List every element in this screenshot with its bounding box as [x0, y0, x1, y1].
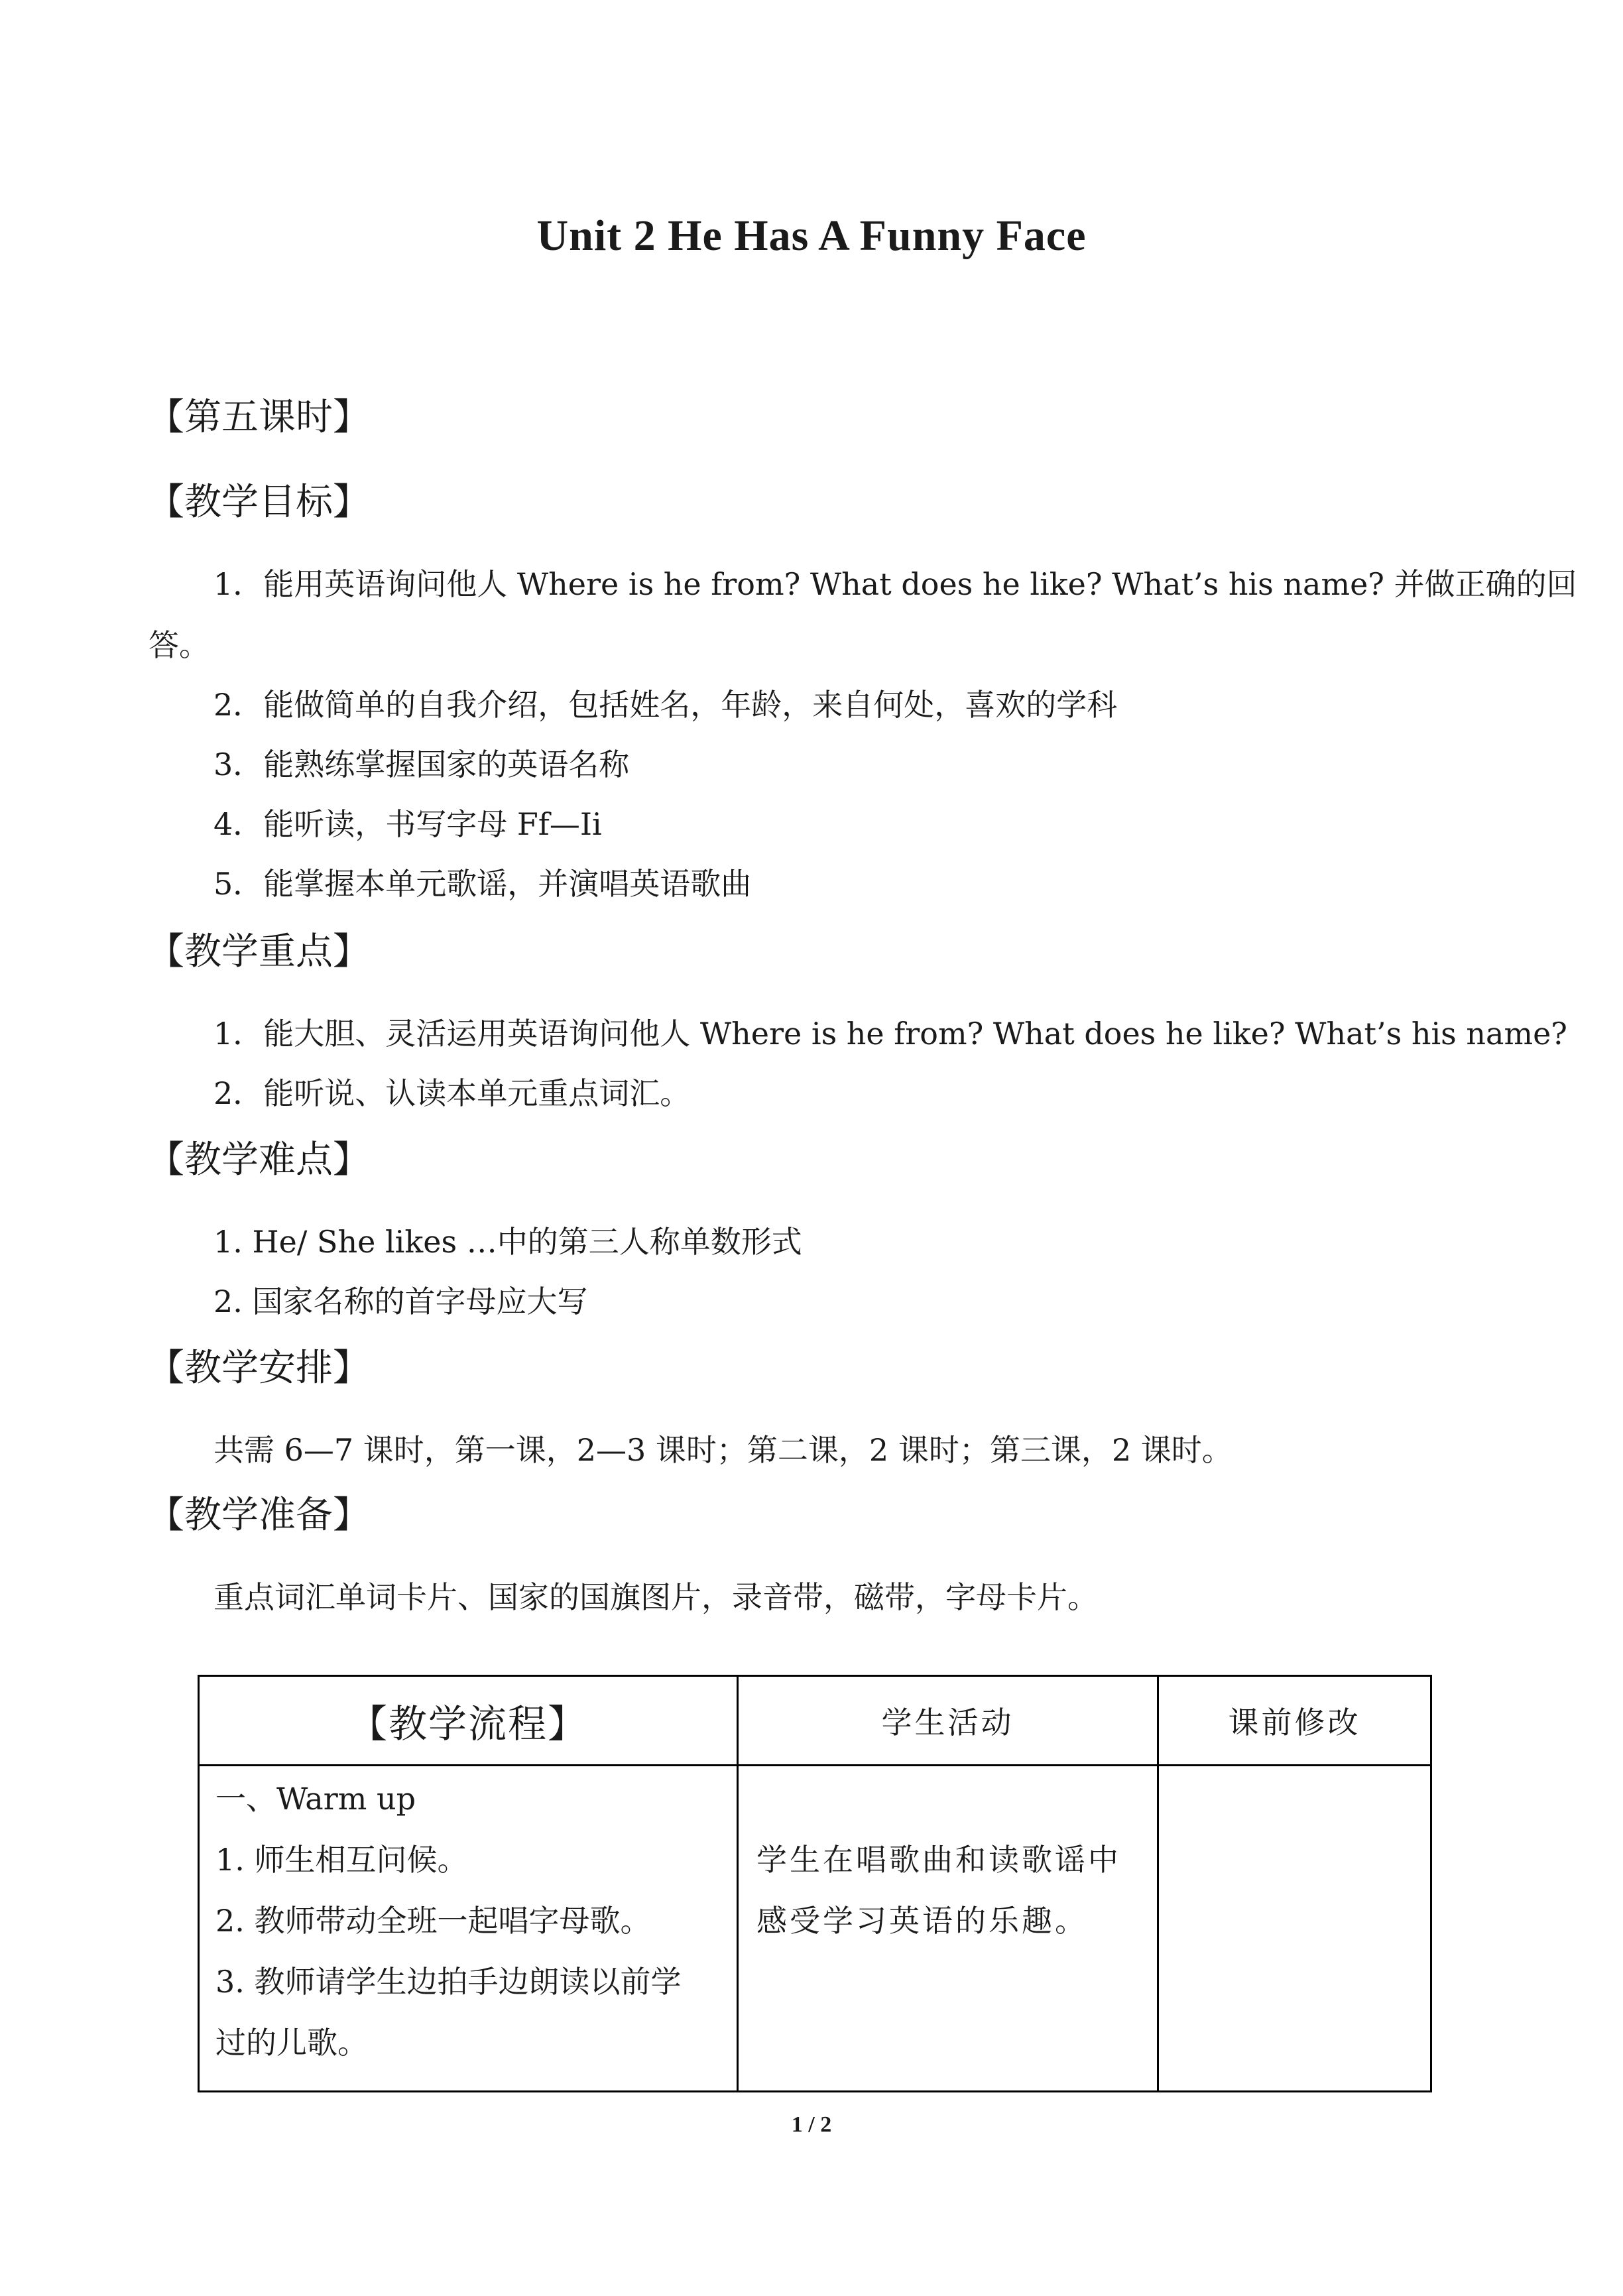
- objective-item: 1．能用英语询问他人 Where is he from? What does he like? What’s his name? 并做正确的回: [213, 566, 1577, 602]
- key-points-heading: 【教学重点】: [147, 930, 370, 973]
- difficulties-heading: 【教学难点】: [147, 1138, 370, 1181]
- header-student-activity: 学生活动: [881, 1705, 1014, 1740]
- page-number: 1 / 2: [791, 2112, 832, 2137]
- student-activity-text: 感受学习英语的乐趣。: [756, 1903, 1088, 1939]
- student-activity-text: 学生在唱歌曲和读歌谣中: [756, 1842, 1121, 1878]
- objectives-heading: 【教学目标】: [147, 481, 370, 524]
- process-step: 2. 教师带动全班一起唱字母歌。: [215, 1903, 651, 1939]
- objective-item-continued: 答。: [149, 627, 210, 663]
- difficulty-item: 1. He/ She likes …中的第三人称单数形式: [213, 1224, 802, 1260]
- process-step: 1. 师生相互问候。: [215, 1842, 468, 1878]
- preparation-text: 重点词汇单词卡片、国家的国旗图片，录音带，磁带，字母卡片。: [213, 1579, 1098, 1615]
- header-revision: 课前修改: [1228, 1705, 1361, 1740]
- process-step: 3. 教师请学生边拍手边朗读以前学: [215, 1964, 682, 2000]
- difficulty-item: 2. 国家名称的首字母应大写: [213, 1284, 588, 1319]
- preparation-heading: 【教学准备】: [147, 1494, 370, 1537]
- objective-item: 3．能熟练掌握国家的英语名称: [213, 747, 630, 782]
- period-heading: 【第五课时】: [147, 396, 370, 439]
- objective-item: 5．能掌握本单元歌谣，并演唱英语歌曲: [213, 866, 752, 902]
- process-step: 一、Warm up: [215, 1781, 416, 1817]
- key-point-item: 2．能听说、认读本单元重点词汇。: [213, 1075, 691, 1111]
- lesson-process-table: [198, 1675, 1432, 2092]
- document-title: Unit 2 He Has A Funny Face: [536, 211, 1087, 260]
- arrangement-text: 共需 6—7 课时，第一课，2—3 课时；第二课，2 课时；第三课，2 课时。: [213, 1432, 1232, 1468]
- key-point-item: 1．能大胆、灵活运用英语询问他人 Where is he from? What does he like? What’s his name?: [213, 1016, 1567, 1052]
- header-process: 【教学流程】: [348, 1701, 587, 1746]
- arrangement-heading: 【教学安排】: [147, 1347, 370, 1390]
- objective-item: 2．能做简单的自我介绍，包括姓名，年龄，来自何处，喜欢的学科: [213, 687, 1118, 723]
- process-step: 过的儿歌。: [215, 2025, 368, 2061]
- objective-item: 4．能听读，书写字母 Ff—Ii: [213, 806, 602, 842]
- header-divider: [200, 1764, 1430, 1766]
